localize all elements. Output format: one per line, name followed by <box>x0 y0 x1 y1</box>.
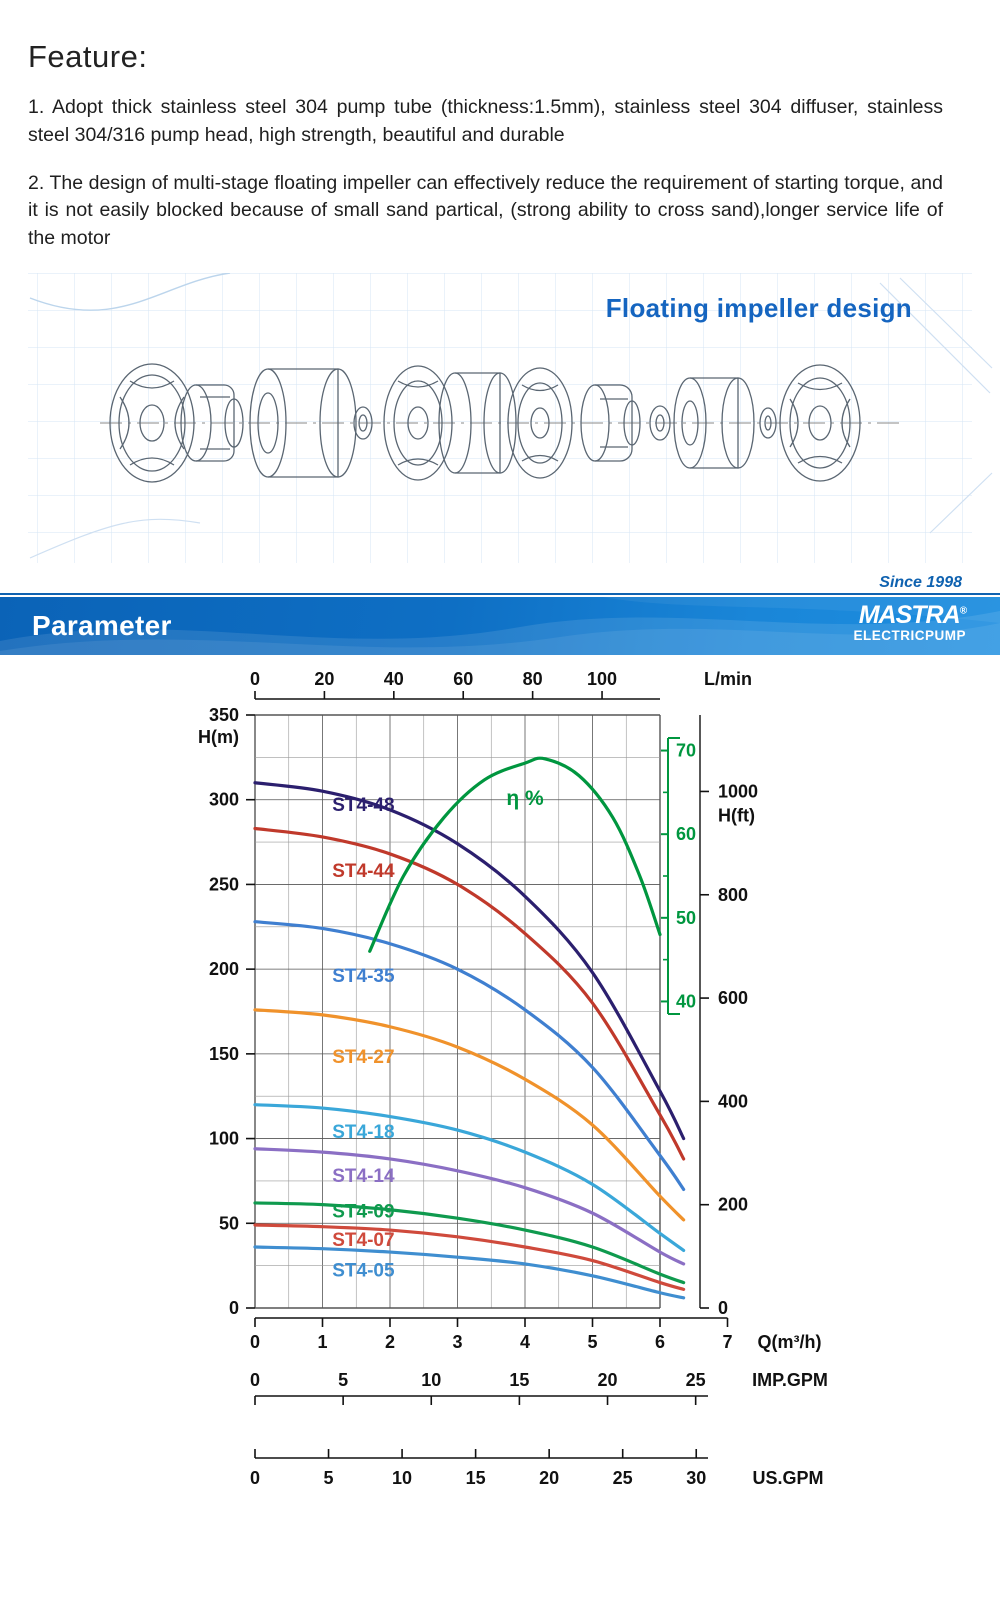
us-gpm-tick-label: 20 <box>539 1467 560 1485</box>
feature-item-2: 2. The design of multi-stage floating impeller can effectively reduce the requirement of starting torque, and it is not easily blocked because of small sand partical, (strong ability to cross sand),longer service life of the motor <box>28 171 943 250</box>
parameter-header <box>0 597 1000 655</box>
pump-curve-st4-05 <box>255 1247 684 1298</box>
top-axis-title: L/min <box>704 668 752 689</box>
x-axis-tick-label: 2 <box>384 1331 396 1352</box>
brand-logo <box>853 600 966 644</box>
y-axis-tick-label: 100 <box>208 1128 239 1149</box>
curve-label-st4-14: ST4-14 <box>332 1165 395 1187</box>
x-axis-tick-label: 5 <box>587 1331 598 1352</box>
impeller-caption: Floating impeller design <box>605 292 912 323</box>
curve-label-st4-09: ST4-09 <box>332 1201 395 1223</box>
curve-label-st4-18: ST4-18 <box>332 1121 395 1143</box>
performance-chart-svg <box>0 655 1000 1485</box>
x-axis-title: Q(m³/h) <box>757 1331 822 1352</box>
pump-curve-st4-35 <box>255 921 684 1189</box>
brand-mark <box>853 600 966 629</box>
imp-gpm-tick-label: 20 <box>597 1369 618 1390</box>
feature-title: Feature: <box>28 38 148 74</box>
brand-subtitle: ELECTRICPUMP <box>853 627 966 643</box>
top-axis-tick-label: 100 <box>587 668 618 689</box>
x-axis-tick-label: 1 <box>317 1331 328 1352</box>
top-axis-tick-label: 60 <box>453 668 474 689</box>
us-gpm-tick-label: 15 <box>465 1467 486 1485</box>
efficiency-tick-label: 70 <box>676 740 697 761</box>
us-gpm-tick-label: 0 <box>249 1467 261 1485</box>
registered-icon: ® <box>959 605 966 617</box>
y-axis-tick-label: 250 <box>208 874 239 895</box>
us-gpm-tick-label: 5 <box>323 1467 334 1485</box>
right-axis-tick-label: 400 <box>718 1091 749 1112</box>
imp-gpm-tick-label: 5 <box>338 1369 349 1390</box>
brand-mark-text: MASTRA <box>858 600 960 629</box>
impeller-drawing <box>0 273 1000 573</box>
right-axis-tick-label: 200 <box>718 1194 749 1215</box>
right-axis-title: H(ft) <box>718 805 755 826</box>
x-axis-tick-label: 4 <box>519 1331 531 1352</box>
top-axis-tick-label: 80 <box>522 668 543 689</box>
right-axis-tick-label: 1000 <box>718 781 759 802</box>
us-gpm-tick-label: 30 <box>686 1467 707 1485</box>
x-axis-tick-label: 7 <box>722 1331 733 1352</box>
us-gpm-tick-label: 25 <box>612 1467 633 1485</box>
feature-section <box>0 0 1000 253</box>
top-axis-tick-label: 20 <box>314 668 335 689</box>
right-axis-tick-label: 800 <box>718 884 749 905</box>
x-axis-tick-label: 0 <box>249 1331 261 1352</box>
imp-gpm-tick-label: 25 <box>685 1369 706 1390</box>
x-axis-tick-label: 3 <box>452 1331 463 1352</box>
imp-gpm-tick-label: 10 <box>421 1369 442 1390</box>
y-axis-tick-label: 150 <box>208 1043 239 1064</box>
top-axis-tick-label: 0 <box>249 668 261 689</box>
y-axis-tick-label: 350 <box>208 704 239 725</box>
pump-curve-st4-27 <box>255 1010 684 1223</box>
curve-label-st4-07: ST4-07 <box>332 1229 395 1251</box>
efficiency-tick-label: 40 <box>676 991 697 1012</box>
y-axis-tick-label: 300 <box>208 789 239 810</box>
imp-gpm-axis-title: IMP.GPM <box>752 1369 828 1390</box>
divider-line <box>0 593 1000 595</box>
curve-label-st4-27: ST4-27 <box>332 1046 395 1068</box>
curve-label-st4-48: ST4-48 <box>332 794 395 816</box>
curve-label-st4-35: ST4-35 <box>332 965 395 987</box>
top-axis-tick-label: 40 <box>383 668 404 689</box>
imp-gpm-tick-label: 15 <box>509 1369 530 1390</box>
y-axis-tick-label: 200 <box>208 958 239 979</box>
performance-chart <box>0 655 1000 1485</box>
y-axis-tick-label: 0 <box>228 1297 239 1318</box>
curve-label-st4-44: ST4-44 <box>332 860 395 882</box>
efficiency-tick-label: 60 <box>676 823 697 844</box>
imp-gpm-tick-label: 0 <box>249 1369 261 1390</box>
feature-item-1: 1. Adopt thick stainless steel 304 pump tube (thickness:1.5mm), stainless steel 304 diffuser, stainless steel 304/316 pump head, high strength, beautiful and durable <box>28 96 943 146</box>
y-axis-tick-label: 50 <box>218 1212 239 1233</box>
pump-curve-st4-14 <box>255 1148 684 1263</box>
since-divider <box>0 573 1000 597</box>
pump-curve-st4-09 <box>255 1203 684 1283</box>
page-title: Parameter <box>32 609 172 641</box>
right-axis-tick-label: 600 <box>718 987 749 1008</box>
us-gpm-tick-label: 10 <box>392 1467 413 1485</box>
curve-label-st4-05: ST4-05 <box>332 1260 395 1282</box>
us-gpm-axis-title: US.GPM <box>752 1467 824 1485</box>
y-axis-title: H(m) <box>198 726 239 747</box>
x-axis-tick-label: 6 <box>654 1331 666 1352</box>
efficiency-curve-label: η % <box>506 786 544 810</box>
since-label: Since 1998 <box>875 574 966 592</box>
efficiency-tick-label: 50 <box>676 907 697 928</box>
right-axis-tick-label: 0 <box>718 1297 729 1318</box>
